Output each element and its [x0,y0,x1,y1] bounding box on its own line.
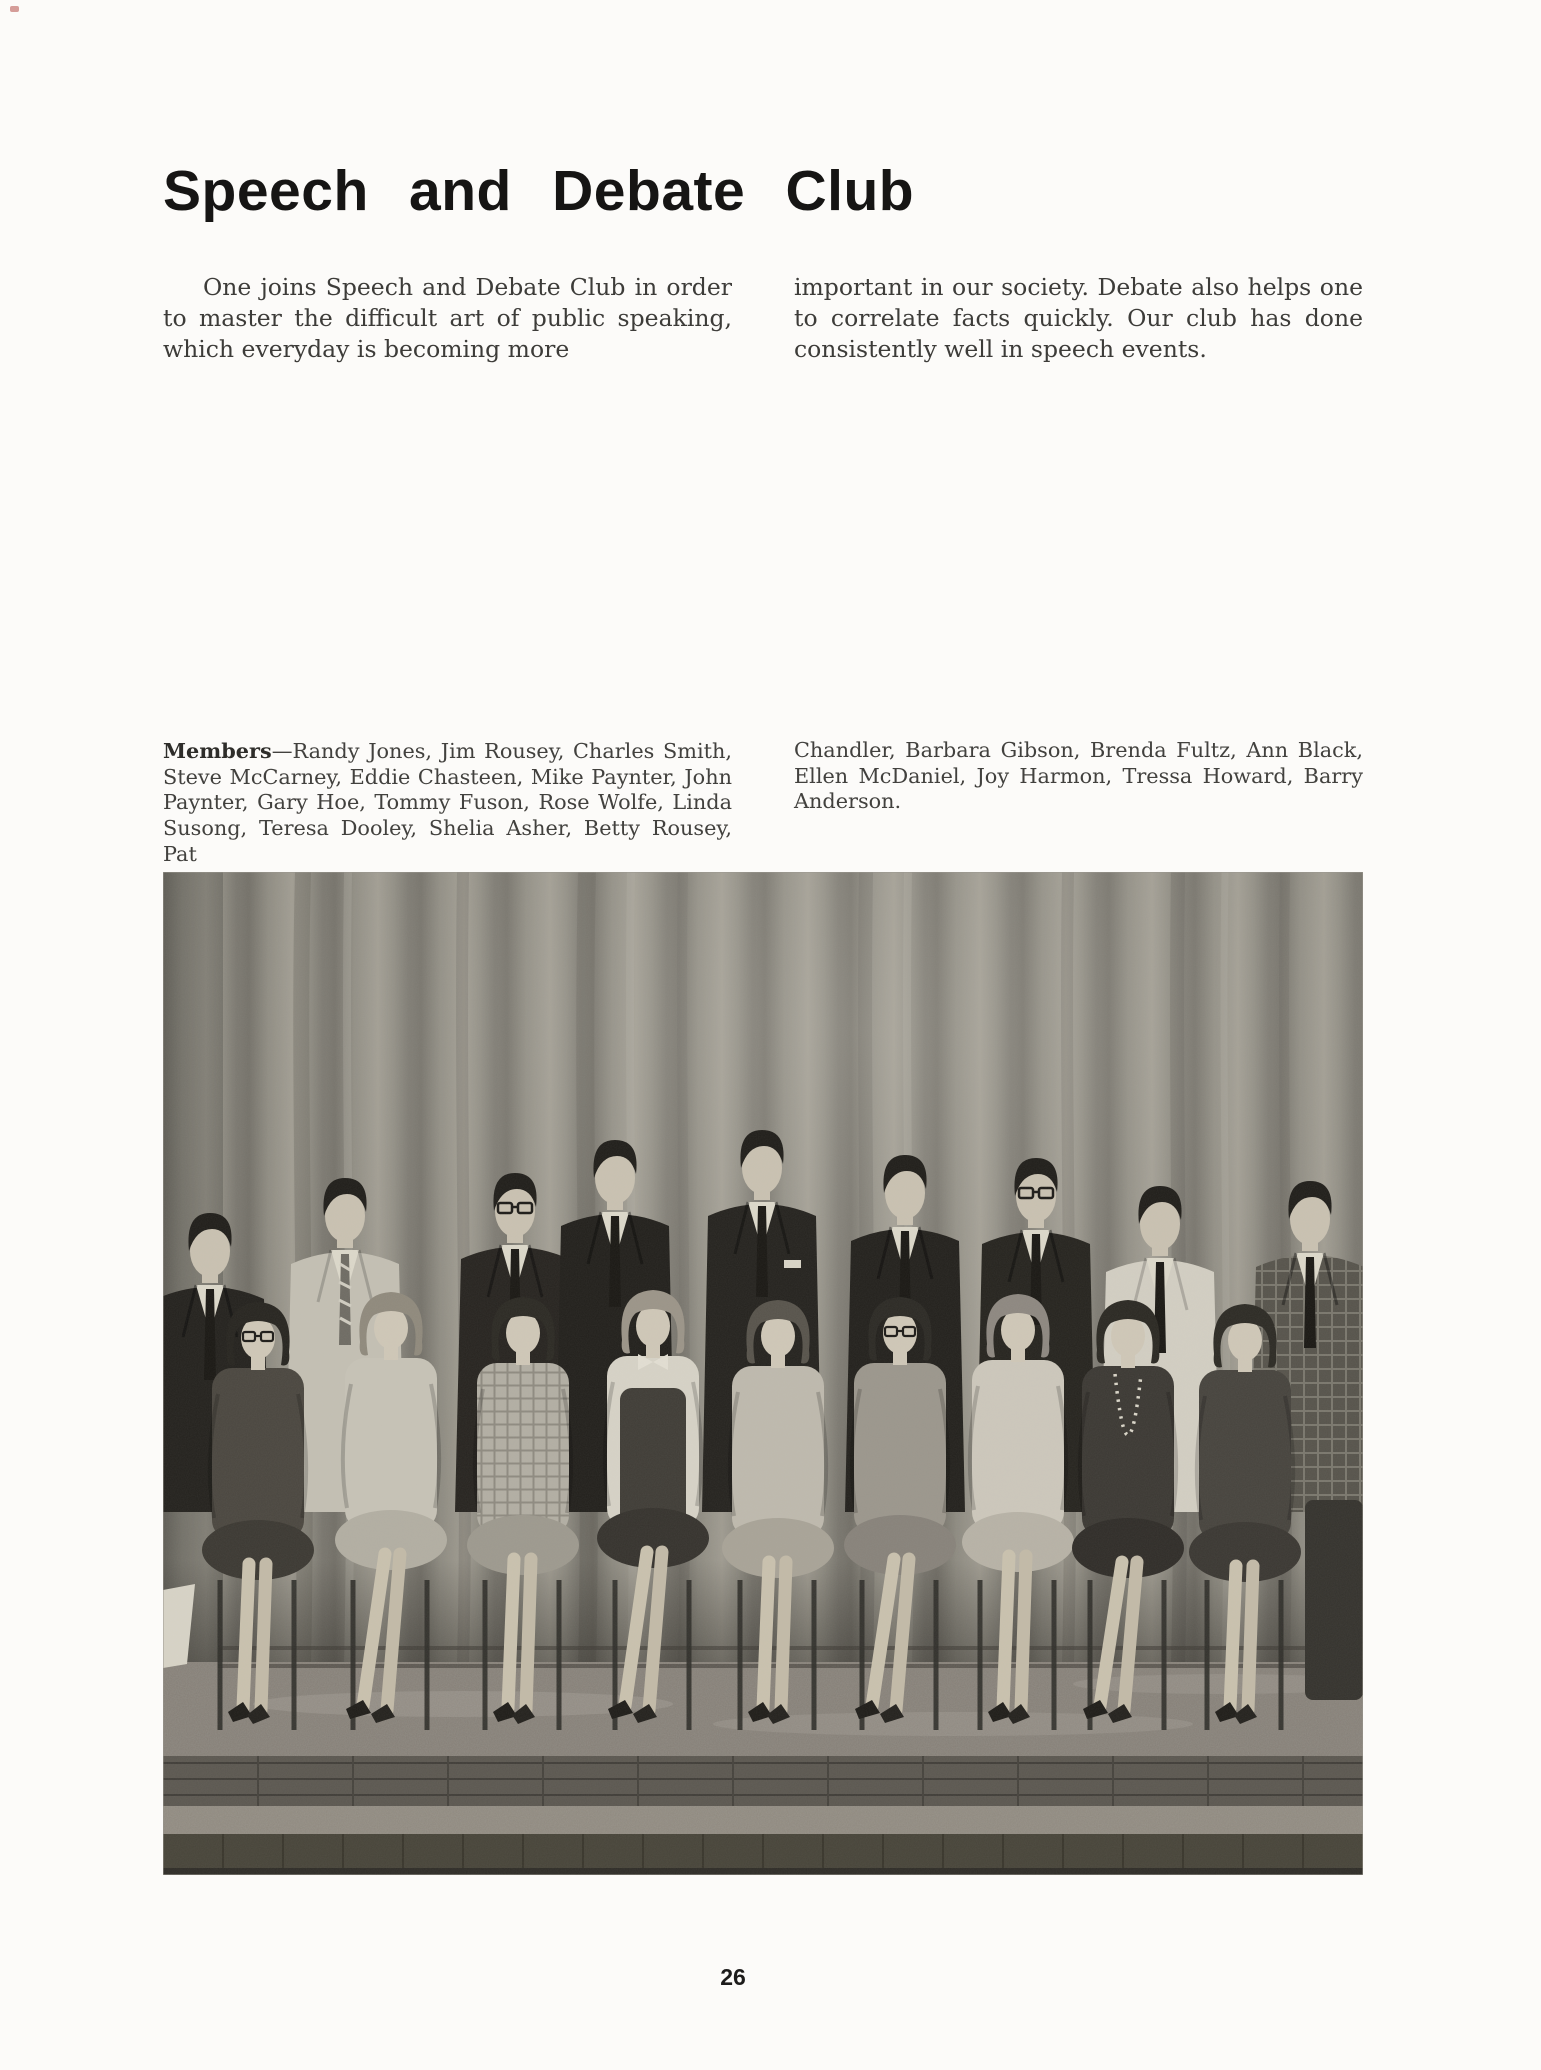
members-text-left [163,738,732,868]
members-text-right: Chandler, Barbara Gibson, Brenda Fultz, Ann Black, Ellen McDaniel, Joy Harmon, Tressa Howard, Barry Anderson. [794,738,1363,814]
intro-column-left [163,272,732,365]
page-title: Speech and Debate Club [163,159,915,223]
intro-column-right [794,272,1363,365]
club-photo-illustration [163,872,1363,1875]
intro-text-right: important in our society. Debate also helps one to correlate facts quickly. Our club has done consistently well in speech events. [794,273,1363,363]
club-photo [163,872,1363,1875]
members-list [163,738,1363,868]
members-label: Members [163,738,272,763]
scan-artifact-dot [10,6,19,12]
photo-grain-overlay [163,872,1363,1875]
intro-paragraphs [163,272,1363,365]
intro-text-left: One joins Speech and Debate Club in order to master the difficult art of public speaking, which everyday is becoming more [163,273,732,363]
members-names-left: —Randy Jones, Jim Rousey, Charles Smith, Steve McCarney, Eddie Chasteen, Mike Paynter, John Paynter, Gary Hoe, Tommy Fuson, Rose Wolfe, Linda Susong, Teresa Dooley, Shelia Asher, Betty Rousey, Pat [163,739,732,866]
members-column-left [163,738,732,868]
page-number: 26 [720,1964,746,1990]
members-column-right [794,738,1363,868]
